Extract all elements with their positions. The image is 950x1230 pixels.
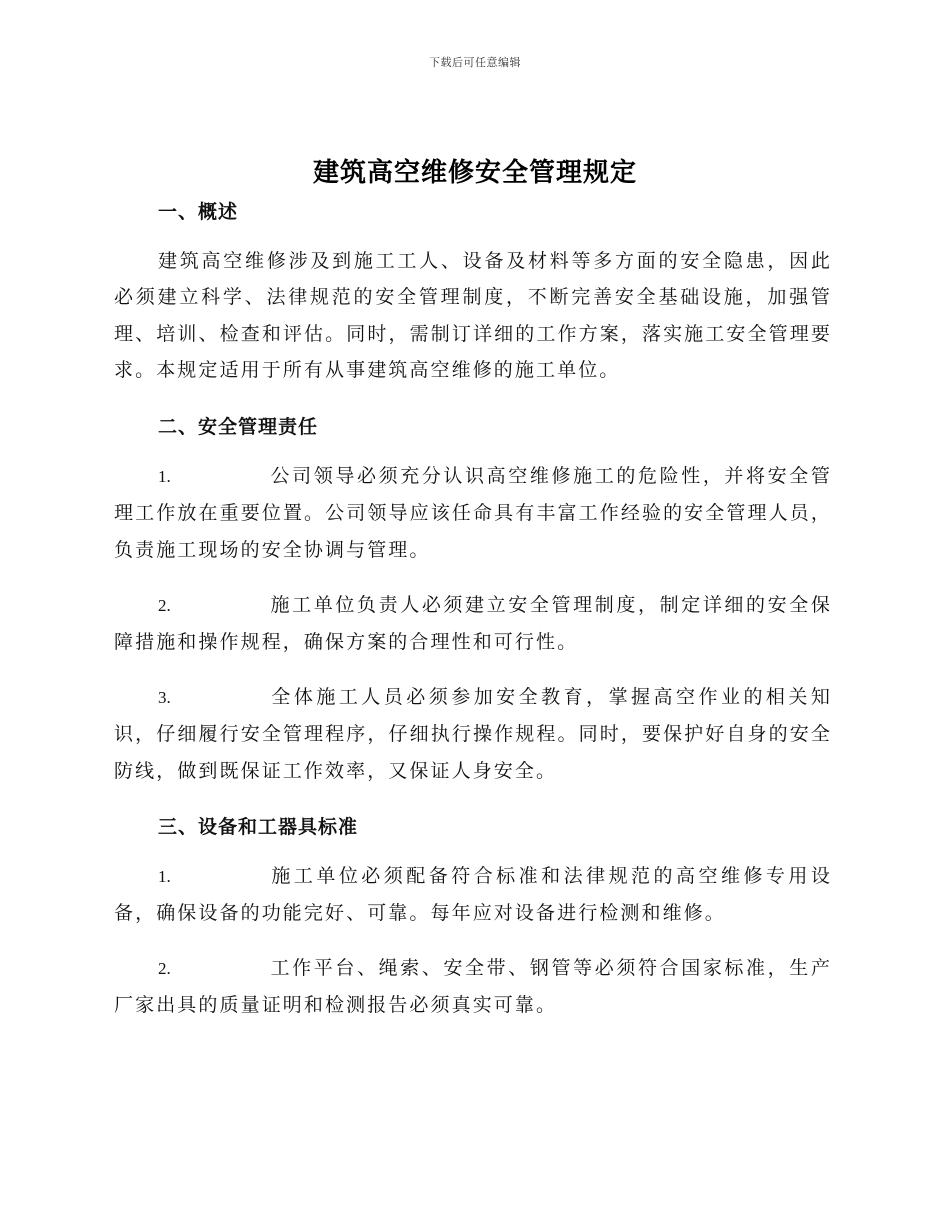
list-item-text: 公司领导必须充分认识高空维修施工的危险性，并将安全管理工作放在重要位置。公司领导应该任命具有丰富工作经验的安全管理人员，负责施工现场的安全协调与管理。	[114, 465, 832, 561]
list-item	[114, 458, 832, 568]
list-item-text: 施工单位负责人必须建立安全管理制度，制定详细的安全保障措施和操作规程，确保方案的合理性和可行性。	[114, 594, 832, 654]
list-item-number: 2.	[158, 596, 171, 615]
list-item-text: 全体施工人员必须参加安全教育，掌握高空作业的相关知识，仔细履行安全管理程序，仔细执行操作规程。同时，要保护好自身的安全防线，做到既保证工作效率，又保证人身安全。	[114, 686, 832, 782]
list-item-text: 施工单位必须配备符合标准和法律规范的高空维修专用设备，确保设备的功能完好、可靠。每年应对设备进行检测和维修。	[114, 865, 832, 925]
list-item-number: 1.	[158, 467, 171, 486]
section-paragraph-overview: 建筑高空维修涉及到施工工人、设备及材料等多方面的安全隐患，因此必须建立科学、法律规范的安全管理制度，不断完善安全基础设施，加强管理、培训、检查和评估。同时，需制订详细的工作方案，落实施工安全管理要求。本规定适用于所有从事建筑高空维修的施工单位。	[114, 250, 832, 381]
list-item-number: 2.	[158, 959, 171, 978]
header-note: 下载后可任意编辑	[429, 56, 521, 69]
section-heading-responsibility: 二、安全管理责任	[158, 416, 319, 438]
section-heading-overview: 一、概述	[158, 201, 239, 223]
list-item-text: 工作平台、绳索、安全带、钢管等必须符合国家标准，生产厂家出具的质量证明和检测报告必须真实可靠。	[114, 957, 832, 1017]
list-item	[114, 858, 832, 932]
list-item-number: 3.	[158, 688, 171, 707]
list-item	[114, 950, 832, 1024]
list-item-number: 1.	[158, 867, 171, 886]
list-item	[114, 587, 832, 661]
section-heading-equipment: 三、设备和工器具标准	[158, 816, 359, 838]
list-item	[114, 679, 832, 789]
document-title: 建筑高空维修安全管理规定	[312, 158, 637, 188]
